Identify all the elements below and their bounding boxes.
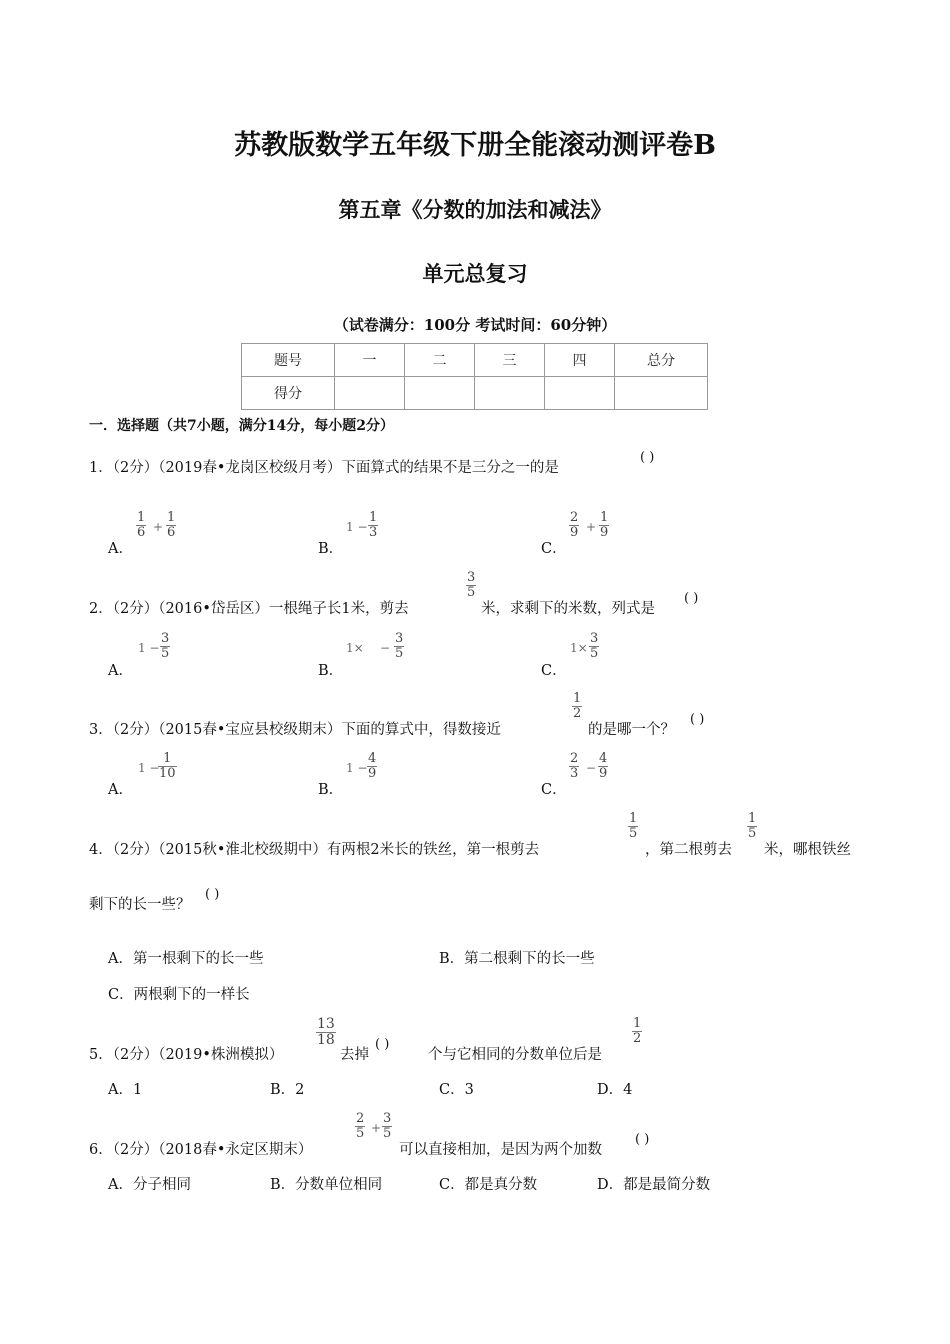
operator: − (586, 761, 597, 775)
denominator: 3 (369, 525, 378, 540)
numerator: 3 (467, 570, 476, 585)
unit-title: 单元总复习 (422, 261, 528, 286)
question-6-text-start: 6．（2分）（2018春•永定区期末） (89, 1142, 313, 1158)
numerator: 1 (600, 510, 609, 525)
fraction (598, 752, 608, 781)
option-c[interactable]: C．两根剩下的一样长 (108, 987, 250, 1003)
numerator: 4 (599, 751, 608, 766)
fraction (316, 1017, 336, 1048)
numerator: 1 (629, 811, 638, 826)
numerator: 3 (383, 1111, 392, 1126)
fraction (158, 752, 177, 781)
numerator: 2 (570, 510, 579, 525)
option-a[interactable]: A．第一根剩下的长一些 (108, 951, 264, 967)
option-b-label[interactable]: B． (318, 782, 344, 798)
answer-blank[interactable]: ( ) (375, 1037, 390, 1052)
score-table-cell: 三 (475, 344, 545, 377)
expression-prefix: 1× (346, 641, 364, 655)
fraction (367, 752, 377, 781)
expression-prefix: 1 − (138, 641, 160, 655)
denominator: 2 (573, 706, 582, 721)
denominator: 5 (161, 646, 170, 661)
numerator: 2 (356, 1111, 365, 1126)
fraction (632, 1017, 642, 1046)
option-d[interactable]: D．都是最简分数 (597, 1177, 711, 1193)
option-b[interactable]: B．第二根剩下的长一些 (439, 951, 595, 967)
exam-info: （试卷满分：100分 考试时间：60分钟） (333, 316, 617, 334)
denominator: 6 (137, 525, 146, 540)
option-a-label[interactable]: A． (108, 663, 133, 679)
numerator: 1 (158, 752, 177, 767)
score-table-cell: 四 (545, 344, 615, 377)
denominator: 10 (159, 766, 176, 781)
option-c[interactable]: C．都是真分数 (439, 1177, 538, 1193)
denominator: 5 (467, 585, 476, 600)
question-5-text-mid: 去掉 (340, 1047, 369, 1063)
page-title: 苏教版数学五年级下册全能滚动测评卷B (234, 130, 716, 161)
fraction (368, 511, 378, 540)
score-input-cell[interactable] (475, 377, 545, 410)
score-table-cell: 二 (405, 344, 475, 377)
operator: − (380, 641, 391, 655)
question-3-text-start: 3．（2分）（2015春•宝应县校级期末）下面的算式中，得数接近 (89, 722, 501, 738)
denominator: 5 (395, 646, 404, 661)
answer-blank[interactable]: ( ) (640, 450, 655, 465)
question-4-text-start: 4．（2分）（2015秋•淮北校级期中）有两根2米长的铁丝，第一根剪去 (89, 842, 540, 858)
denominator: 5 (590, 646, 599, 661)
expression-prefix: 1 − (138, 761, 160, 775)
denominator: 5 (356, 1126, 365, 1141)
fraction (747, 812, 757, 841)
option-d[interactable]: D．4 (597, 1082, 633, 1098)
numerator: 3 (161, 631, 170, 646)
option-b-label[interactable]: B． (318, 663, 344, 679)
denominator: 5 (748, 826, 757, 841)
numerator: 4 (368, 751, 377, 766)
score-table-cell: 总分 (615, 344, 708, 377)
denominator: 3 (570, 766, 579, 781)
answer-blank[interactable]: ( ) (690, 712, 705, 727)
section-heading: 一．选择题（共7小题，满分14分，每小题2分） (89, 418, 394, 434)
score-table (241, 343, 708, 410)
numerator: 13 (317, 1016, 335, 1032)
question-5-text-end: 个与它相同的分数单位后是 (428, 1047, 602, 1063)
numerator: 1 (137, 510, 146, 525)
answer-blank[interactable]: ( ) (635, 1132, 650, 1147)
score-input-cell[interactable] (335, 377, 405, 410)
option-a[interactable]: A．1 (108, 1082, 143, 1098)
operator: + (371, 1121, 382, 1135)
fraction (569, 752, 579, 781)
option-b[interactable]: B．分数单位相同 (270, 1177, 383, 1193)
fraction (599, 511, 609, 540)
fraction (136, 511, 146, 540)
score-table-score-row (242, 377, 708, 410)
numerator: 1 (748, 811, 757, 826)
question-4-text-end: 米，哪根铁丝 (764, 842, 851, 858)
option-c-label[interactable]: C． (541, 663, 567, 679)
fraction (355, 1112, 365, 1141)
option-c[interactable]: C．3 (439, 1082, 474, 1098)
fraction (166, 511, 176, 540)
question-5-text-start: 5．（2分）（2019•株洲模拟） (89, 1047, 284, 1063)
option-c-label[interactable]: C． (541, 782, 567, 798)
operator: + (586, 520, 597, 534)
score-table-header-row (242, 344, 708, 377)
denominator: 9 (599, 766, 608, 781)
numerator: 1 (573, 691, 582, 706)
question-6-text-end: 可以直接相加，是因为两个加数 (399, 1142, 602, 1158)
question-4-text-mid: ，第二根剪去 (645, 842, 732, 858)
option-a-label[interactable]: A． (108, 541, 133, 557)
denominator: 18 (317, 1032, 335, 1048)
fraction (589, 632, 599, 661)
expression-prefix: 1 − (346, 761, 368, 775)
denominator: 9 (570, 525, 579, 540)
denominator: 2 (633, 1031, 642, 1046)
option-b[interactable]: B．2 (270, 1082, 305, 1098)
fraction (382, 1112, 392, 1141)
fraction (628, 812, 638, 841)
numerator: 1 (167, 510, 176, 525)
option-c-label[interactable]: C． (541, 541, 567, 557)
question-1-text: 1．（2分）（2019春•龙岗区校级月考）下面算式的结果不是三分之一的是 (89, 460, 559, 476)
fraction (572, 692, 582, 721)
fraction (394, 632, 404, 661)
numerator: 2 (570, 751, 579, 766)
numerator: 3 (590, 631, 599, 646)
expression-prefix: 1× (570, 641, 588, 655)
score-input-cell[interactable] (615, 377, 708, 410)
numerator: 1 (369, 510, 378, 525)
question-2-text-start: 2．（2分）（2016•岱岳区）一根绳子长1米，剪去 (89, 601, 409, 617)
numerator: 3 (395, 631, 404, 646)
numerator: 1 (633, 1016, 642, 1031)
denominator: 5 (383, 1126, 392, 1141)
score-table-cell: 一 (335, 344, 405, 377)
question-2-text-end: 米，求剩下的米数，列式是 (481, 601, 655, 617)
denominator: 5 (629, 826, 638, 841)
fraction (569, 511, 579, 540)
score-table-cell: 题号 (242, 344, 335, 377)
expression-prefix: 1 − (346, 520, 368, 534)
score-table-cell: 得分 (242, 377, 335, 410)
chapter-title: 第五章《分数的加法和减法》 (338, 197, 612, 222)
answer-blank[interactable]: ( ) (205, 887, 220, 902)
option-b-label[interactable]: B． (318, 541, 344, 557)
question-4-text-line2: 剩下的长一些？ (89, 897, 191, 913)
denominator: 9 (600, 525, 609, 540)
score-input-cell[interactable] (545, 377, 615, 410)
option-a[interactable]: A．分子相同 (108, 1177, 191, 1193)
denominator: 9 (368, 766, 377, 781)
fraction (466, 571, 476, 600)
question-3-text-end: 的是哪一个？ (588, 722, 675, 738)
score-input-cell[interactable] (405, 377, 475, 410)
option-a-label[interactable]: A． (108, 782, 133, 798)
fraction (160, 632, 170, 661)
operator: + (153, 520, 164, 534)
answer-blank[interactable]: ( ) (684, 591, 699, 606)
denominator: 6 (167, 525, 176, 540)
